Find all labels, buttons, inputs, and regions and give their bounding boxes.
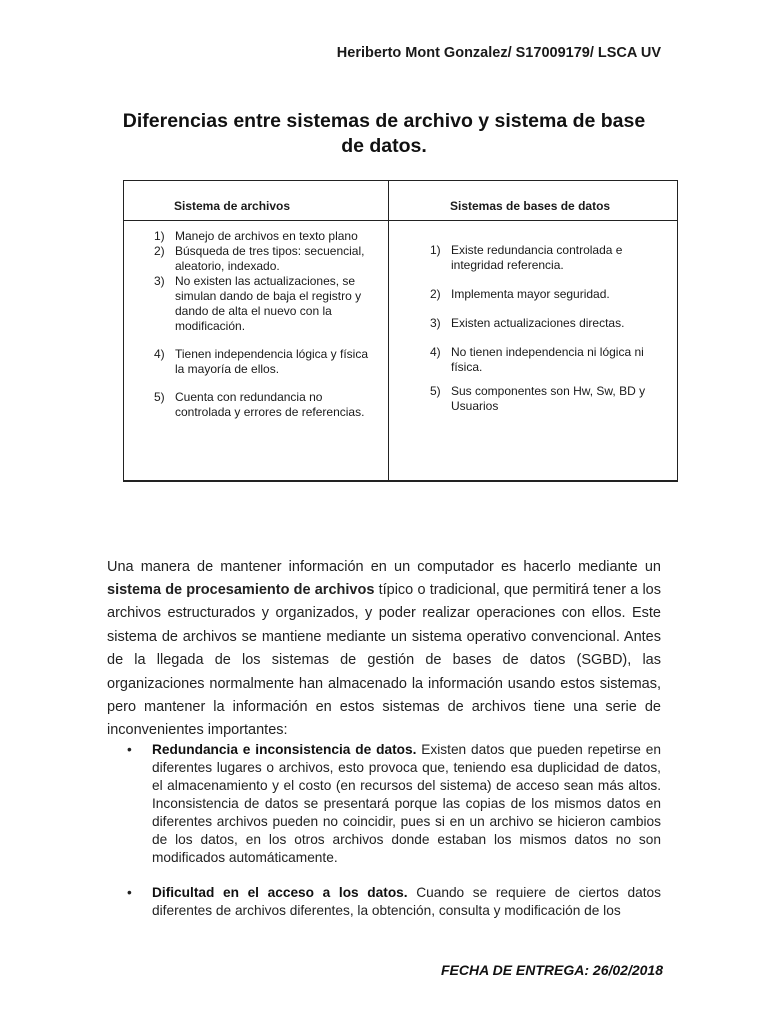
table-header-file-systems: Sistema de archivos [174, 199, 291, 213]
comparison-table [123, 180, 678, 482]
list-item [430, 384, 665, 414]
header-row-divider [124, 220, 677, 221]
bullet-heading: Dificultad en el acceso a los datos. [152, 885, 408, 900]
list-item [107, 741, 661, 867]
bullet-text: Cuando se requiere de ciertos datos diferentes de archivos diferentes, la obtención, consulta y modificación de los [152, 885, 661, 918]
item-number: 5) [154, 390, 165, 404]
item-text: No tienen independencia ni lógica ni física. [451, 345, 644, 374]
item-text: Sus componentes son Hw, Sw, BD y Usuarios [451, 384, 646, 413]
item-text: Manejo de archivos en texto plano [175, 229, 358, 243]
item-number: 3) [154, 274, 165, 288]
column-divider [388, 181, 389, 480]
item-text: Implementa mayor seguridad. [451, 287, 610, 301]
intro-bold-term: sistema de procesamiento de archivos [107, 581, 375, 598]
database-systems-list [430, 243, 665, 428]
list-item [154, 244, 380, 274]
delivery-date: FECHA DE ENTREGA: 26/02/2018 [441, 962, 663, 978]
author-line: Heriberto Mont Gonzalez/ S17009179/ LSCA UV [336, 45, 661, 61]
list-item [430, 345, 665, 375]
item-number: 2) [430, 287, 441, 301]
intro-paragraph [107, 556, 661, 743]
bullet-marker: • [127, 885, 132, 900]
item-number: 5) [430, 384, 441, 398]
document-title [90, 109, 678, 159]
item-text: Tienen independencia lógica y física la mayoría de ellos. [175, 347, 369, 376]
list-item [154, 274, 380, 334]
inconvenience-list [107, 741, 661, 920]
bullet-text: Existen datos que pueden repetirse en diferentes lugares o archivos, esto provoca que, teniendo esa duplicidad de datos, el almacenamiento y el costo (en recursos del sistema) de acceso sean más altos. Inconsistencia de datos se presentará porque las copias de los mismos datos en diferentes archivos pueden no coincidir, pues si en un archivo se hicieron cambios de los datos, en los otros archivos donde estaban los mismos datos no son modificados automáticamente. [152, 742, 661, 865]
title-line-1: Diferencias entre sistemas de archivo y sistema de base [122, 110, 646, 132]
file-systems-list [154, 229, 380, 420]
list-item [430, 316, 665, 331]
item-text: No existen las actualizaciones, se simulan dando de baja el registro y dando de alta el nuevo con la modificación. [175, 274, 362, 333]
item-text: Búsqueda de tres tipos: secuencial, aleatorio, indexado. [175, 244, 365, 273]
item-number: 3) [430, 316, 441, 330]
item-number: 4) [154, 347, 165, 361]
list-item [430, 243, 665, 273]
bullet-heading: Redundancia e inconsistencia de datos. [152, 742, 417, 757]
table-header-database-systems: Sistemas de bases de datos [450, 199, 611, 213]
list-item [107, 884, 661, 920]
bullet-marker: • [127, 742, 132, 757]
list-item [154, 390, 380, 420]
list-item [430, 287, 665, 302]
item-number: 4) [430, 345, 441, 359]
item-number: 1) [430, 243, 441, 257]
item-number: 2) [154, 244, 165, 258]
intro-text-before: Una manera de mantener información en un computador es hacerlo mediante un [107, 558, 661, 575]
item-text: Existe redundancia controlada e integridad referencia. [451, 243, 623, 272]
item-text: Cuenta con redundancia no controlada y errores de referencias. [175, 390, 365, 419]
list-item [154, 229, 380, 244]
item-number: 1) [154, 229, 165, 243]
list-item [154, 347, 380, 377]
title-line-2: de datos. [341, 135, 427, 157]
item-text: Existen actualizaciones directas. [451, 316, 625, 330]
intro-text-after: típico o tradicional, que permitirá tener a los archivos estructurados y organizados, y poder realizar operaciones con ellos. Este sistema de archivos se mantiene mediante un sistema operativo convencional. Antes de la llegada de los sistemas de gestión de bases de datos (SGBD), las organizaciones normalmente han almacenado la información usando estos sistemas, pero mantener la información en estos sistemas de archivos tiene una serie de inconvenientes importantes: [107, 581, 661, 739]
